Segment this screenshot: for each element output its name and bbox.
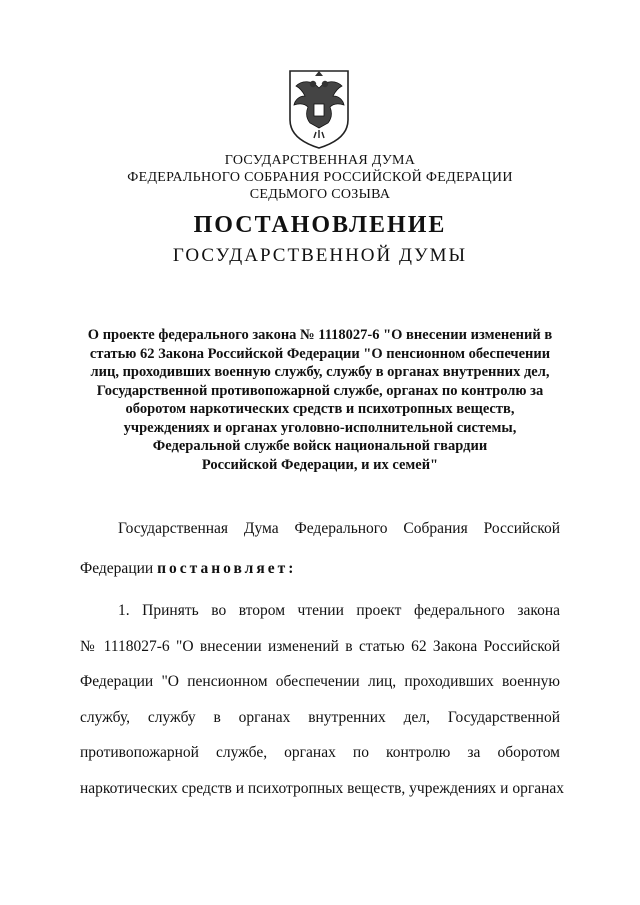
document-title: ПОСТАНОВЛЕНИЕ: [193, 212, 447, 238]
resolution-subject: [70, 326, 570, 474]
clause-line: Федерации "О пенсионном обеспечении лиц, проходивших военную: [80, 673, 560, 690]
clause-line: службу, службу в органах внутренних дел, Государственной: [80, 708, 560, 726]
subject-line: учреждениях и органах уголовно-исполнительной системы,: [123, 419, 517, 436]
preamble-line: [80, 558, 560, 580]
subject-line: Федеральной службе войск национальной гвардии: [152, 438, 488, 454]
coat-of-arms-emblem: [286, 68, 352, 150]
clause-1-paragraph: [80, 600, 565, 813]
subject-line: Российской Федерации, и их семей": [201, 456, 439, 473]
preamble-paragraph: [80, 518, 560, 580]
preamble-line2-start: Федерации: [80, 560, 158, 577]
subject-line: Государственной противопожарной службе, органах по контролю за: [96, 382, 544, 399]
subject-line: статью 62 Закона Российской Федерации "О пенсионном обеспечении: [89, 345, 551, 362]
subject-line: О проекте федерального закона № 1118027-6 "О внесении изменений в: [87, 327, 553, 343]
clause-line: наркотических средств и психотропных веществ, учреждениях и органах: [80, 779, 565, 797]
clause-line: 1. Принять во втором чтении проект федерального закона: [118, 602, 560, 619]
header-org-line2: ФЕДЕРАЛЬНОГО СОБРАНИЯ РОССИЙСКОЙ ФЕДЕРАЦИИ: [127, 170, 513, 185]
clause-line: № 1118027-6 "О внесении изменений в статью 62 Закона Российской: [80, 637, 560, 655]
preamble-line: Государственная Дума Федерального Собрания Российской: [118, 520, 560, 537]
header-org-line1: ГОСУДАРСТВЕННАЯ ДУМА: [224, 153, 416, 168]
header-org-line3: СЕДЬМОГО СОЗЫВА: [249, 187, 391, 202]
clause-line: противопожарной службе, органах по контролю за оборотом: [80, 744, 560, 761]
document-subtitle: ГОСУДАРСТВЕННОЙ ДУМЫ: [172, 245, 468, 266]
subject-line: лиц, проходивших военную службу, службу в органах внутренних дел,: [90, 364, 550, 380]
subject-line: оборотом наркотических средств и психотропных веществ,: [125, 401, 515, 417]
decree-verb: постановляет:: [157, 560, 297, 577]
